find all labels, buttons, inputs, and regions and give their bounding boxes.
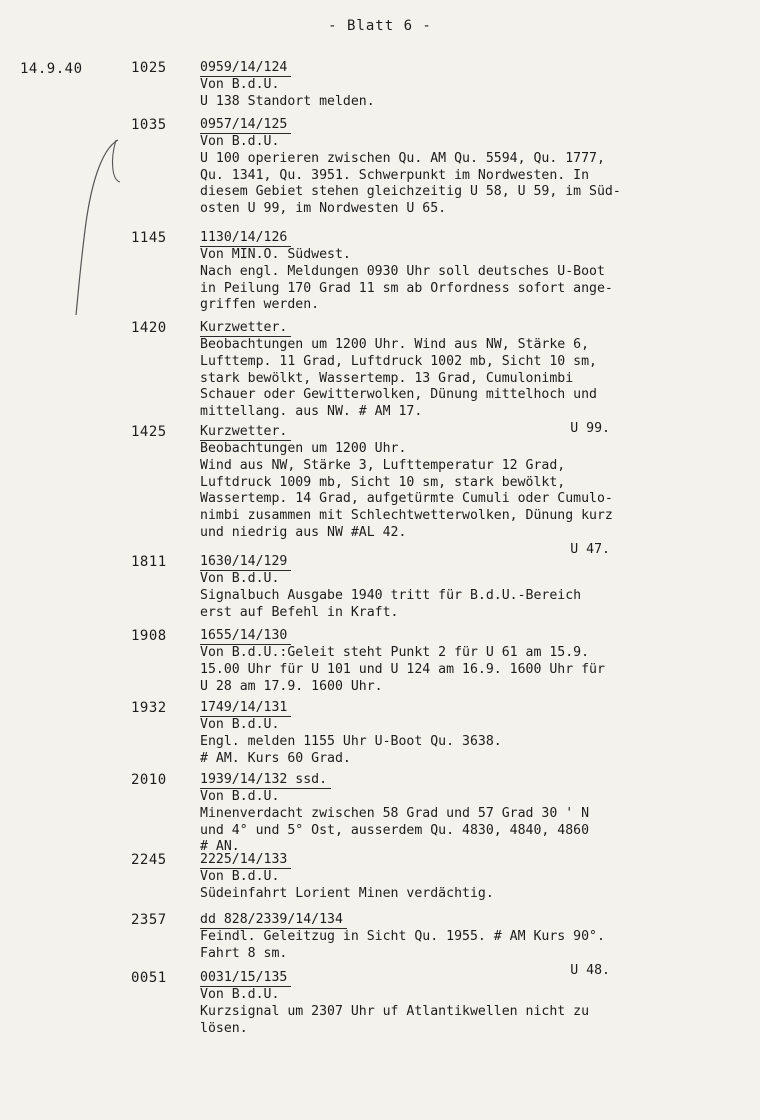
entry-text-line: Beobachtungen um 1200 Uhr. Wind aus NW, Stärke 6,: [200, 337, 590, 352]
entry-body: [200, 852, 720, 903]
entry-text-line: Feindl. Geleitzug in Sicht Qu. 1955. # AM Kurs 90°.: [200, 929, 605, 944]
entry-body: [200, 117, 720, 218]
entry-text-line: Qu. 1341, Qu. 3951. Schwerpunkt im Nordwesten. In: [200, 167, 590, 183]
entry-text-line: Schauer oder Gewitterwolken, Dünung mittelhoch und: [200, 387, 597, 403]
entry-time: 1025: [131, 60, 167, 76]
entry-text-line: Von B.d.U.: [200, 869, 280, 884]
entry-body: [200, 772, 720, 856]
log-date: 14.9.40: [20, 61, 83, 77]
entry-text-line: Von B.d.U.: [200, 987, 280, 1002]
entry-signature: U 99.: [570, 420, 610, 436]
entry-text-line: Von B.d.U.: [200, 77, 280, 92]
entry-text-line: # AN.: [200, 839, 240, 855]
entry-body: [200, 700, 720, 767]
entry-text-line: Von B.d.U.: [200, 571, 280, 586]
entry-text-line: stark bewölkt, Wassertemp. 13 Grad, Cumulonimbi: [200, 370, 574, 386]
entry-text-line: Wind aus NW, Stärke 3, Lufttemperatur 12 Grad,: [200, 457, 566, 473]
entry-text-line: Engl. melden 1155 Uhr U-Boot Qu. 3638.: [200, 733, 502, 749]
entry-body: [200, 554, 720, 621]
entry-text-line: Von B.d.U.: [200, 717, 280, 732]
entry-reference: 0957/14/125: [200, 117, 291, 134]
entry-body: [200, 230, 720, 314]
entry-text-line: erst auf Befehl in Kraft.: [200, 604, 399, 620]
entry-reference: 1939/14/132 ssd.: [200, 772, 331, 789]
entry-reference: Kurzwetter.: [200, 320, 291, 337]
entry-reference: 0959/14/124: [200, 60, 291, 77]
entry-text-line: und niedrig aus NW #AL 42.: [200, 524, 407, 540]
entry-time: 2245: [131, 852, 167, 868]
entry-text-line: diesem Gebiet stehen gleichzeitig U 58, U 59, im Süd-: [200, 184, 621, 200]
entry-text-line: lösen.: [200, 1020, 248, 1036]
entry-reference: 1630/14/129: [200, 554, 291, 571]
entry-body: [200, 60, 720, 111]
entry-signature: U 48.: [570, 962, 610, 978]
entry-signature: U 47.: [570, 541, 610, 557]
entry-text-line: Signalbuch Ausgabe 1940 tritt für B.d.U.-Bereich: [200, 587, 582, 603]
entry-body: [200, 424, 720, 559]
entry-text-line: Luftdruck 1009 mb, Sicht 10 sm, stark bewölkt,: [200, 474, 566, 490]
entry-time: 1425: [131, 424, 167, 440]
entry-text-line: Von B.d.U.:Geleit steht Punkt 2 für U 61 am 15.9.: [200, 645, 590, 660]
entry-text-line: osten U 99, im Nordwesten U 65.: [200, 201, 447, 217]
entry-text-line: in Peilung 170 Grad 11 sm ab Orfordness sofort ange-: [200, 280, 613, 296]
entry-body: [200, 628, 720, 695]
entry-text-line: Von B.d.U.: [200, 134, 280, 149]
entry-reference: 2225/14/133: [200, 852, 291, 869]
entry-text-line: U 100 operieren zwischen Qu. AM Qu. 5594, Qu. 1777,: [200, 150, 605, 166]
entry-time: 1908: [131, 628, 167, 644]
entry-text-line: Von MIN.O. Südwest.: [200, 247, 351, 262]
entry-text-line: U 138 Standort melden.: [200, 93, 375, 109]
entry-time: 1145: [131, 230, 167, 246]
entry-body: [200, 320, 720, 438]
entry-text-line: 15.00 Uhr für U 101 und U 124 am 16.9. 1600 Uhr für: [200, 661, 605, 677]
entry-reference: Kurzwetter.: [200, 424, 291, 441]
entry-time: 0051: [131, 970, 167, 986]
entry-time: 2010: [131, 772, 167, 788]
entry-reference: 0031/15/135: [200, 970, 291, 987]
entry-text-line: Kurzsignal um 2307 Uhr uf Atlantikwellen nicht zu: [200, 1003, 590, 1019]
entry-text-line: # AM. Kurs 60 Grad.: [200, 750, 351, 766]
entry-body: [200, 970, 720, 1037]
entry-reference: 1130/14/126: [200, 230, 291, 247]
entry-text-line: Fahrt 8 sm.: [200, 945, 288, 961]
entry-reference: 1749/14/131: [200, 700, 291, 717]
entry-time: 1932: [131, 700, 167, 716]
entry-text-line: Lufttemp. 11 Grad, Luftdruck 1002 mb, Sicht 10 sm,: [200, 353, 597, 369]
entry-time: 1420: [131, 320, 167, 336]
entry-text-line: Nach engl. Meldungen 0930 Uhr soll deutsches U-Boot: [200, 263, 605, 279]
page-number: - Blatt 6 -: [328, 18, 432, 34]
entry-time: 1035: [131, 117, 167, 133]
entry-text-line: mittellang. aus NW. # AM 17.: [200, 404, 423, 420]
entry-time: 1811: [131, 554, 167, 570]
entry-text-line: nimbi zusammen mit Schlechtwetterwolken, Dünung kurz: [200, 508, 613, 524]
entry-text-line: Beobachtungen um 1200 Uhr.: [200, 441, 407, 456]
entry-text-line: Südeinfahrt Lorient Minen verdächtig.: [200, 885, 494, 901]
entry-text-line: griffen werden.: [200, 297, 320, 313]
entry-text-line: Von B.d.U.: [200, 789, 280, 804]
entry-text-line: Minenverdacht zwischen 58 Grad und 57 Grad 30 ' N: [200, 805, 590, 821]
entry-reference: dd 828/2339/14/134: [200, 912, 347, 929]
entry-time: 2357: [131, 912, 167, 928]
pencil-mark: [40, 120, 130, 320]
entry-text-line: Wassertemp. 14 Grad, aufgetürmte Cumuli oder Cumulo-: [200, 491, 613, 507]
entry-text-line: U 28 am 17.9. 1600 Uhr.: [200, 678, 383, 694]
entry-reference: 1655/14/130: [200, 628, 291, 645]
entry-text-line: und 4° und 5° Ost, ausserdem Qu. 4830, 4840, 4860: [200, 822, 590, 838]
